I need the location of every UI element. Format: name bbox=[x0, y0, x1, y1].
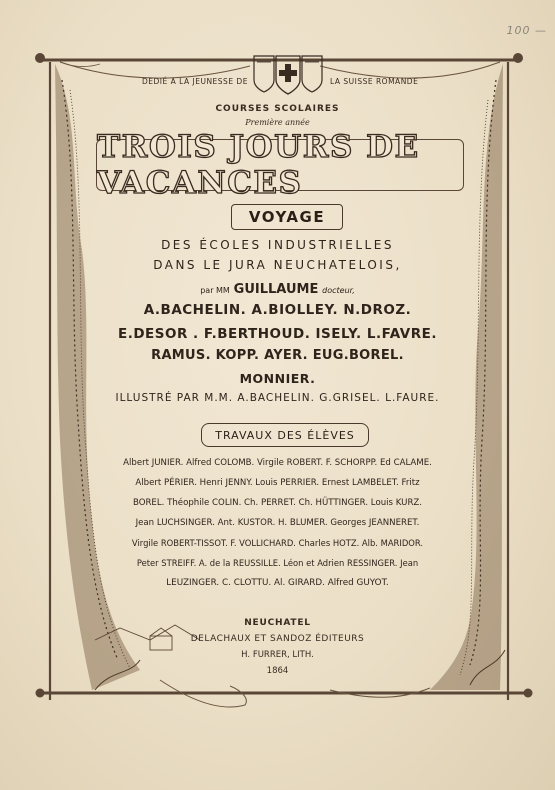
page-title: TROIS JOURS DE VACANCES bbox=[97, 129, 420, 201]
imprint-publisher: DELACHAUX ET SANDOZ ÉDITEURS bbox=[190, 634, 365, 644]
imprint-year: 1864 bbox=[266, 666, 289, 676]
student-line-6: Peter STREIFF. A. de la REUSSILLE. Léon et Adrien RESSINGER. Jean bbox=[136, 558, 419, 568]
dedication-left: DEDIÉ A LA JEUNESSE DE bbox=[142, 77, 248, 86]
student-line-4: Jean LUCHSINGER. Ant. KUSTOR. H. BLUMER. Georges JEANNERET. bbox=[135, 518, 420, 528]
student-line-5: Virgile ROBERT-TISSOT. F. VOLLICHARD. Charles HOTZ. Alb. MARIDOR. bbox=[131, 538, 424, 548]
authors-title: docteur, bbox=[322, 286, 355, 295]
authors-line-5: MONNIER. bbox=[239, 371, 316, 386]
pencil-note: 100 — bbox=[506, 24, 547, 37]
authors-line-1 bbox=[0, 282, 555, 297]
student-line-2: Albert PÉRIER. Henri JENNY. Louis PERRIER. Ernest LAMBELET. Fritz bbox=[135, 478, 420, 488]
swiss-crest-icon bbox=[252, 52, 324, 96]
student-line-1: Albert JUNIER. Alfred COLOMB. Virgile ROBERT. F. SCHORPP. Ed CALAME. bbox=[123, 458, 432, 468]
subtitle-line-1: DES ÉCOLES INDUSTRIELLES bbox=[161, 238, 394, 252]
travaux-label: TRAVAUX DES ÉLÈVES bbox=[201, 423, 369, 447]
series-label: COURSES SCOLAIRES bbox=[215, 104, 340, 114]
voyage-label: VOYAGE bbox=[231, 204, 343, 230]
authors-guillaume: GUILLAUME bbox=[233, 282, 319, 297]
student-line-7: LEUZINGER. C. CLOTTU. Al. GIRARD. Alfred GUYOT. bbox=[166, 578, 389, 588]
authors-line-3: E.DESOR . F.BERTHOUD. ISELY. L.FAVRE. bbox=[117, 326, 437, 342]
title-frame bbox=[96, 129, 464, 201]
authors-intro: par MM bbox=[200, 286, 230, 295]
student-line-3: BOREL. Théophile COLIN. Ch. PERRET. Ch. HÜTTINGER. Louis KURZ. bbox=[132, 498, 423, 508]
illustrators: ILLUSTRÉ PAR M.M. A.BACHELIN. G.GRISEL. L.FAURE. bbox=[115, 392, 440, 404]
authors-line-4: RAMUS. KOPP. AYER. EUG.BOREL. bbox=[151, 348, 404, 363]
edition-label: Première année bbox=[245, 118, 310, 127]
subtitle-line-2: DANS LE JURA NEUCHATELOIS, bbox=[153, 258, 402, 272]
imprint-printer: H. FURRER, LITH. bbox=[241, 650, 314, 660]
authors-line-2: A.BACHELIN. A.BIOLLEY. N.DROZ. bbox=[143, 302, 412, 318]
imprint-city: NEUCHATEL bbox=[244, 618, 311, 628]
dedication-right: LA SUISSE ROMANDE bbox=[330, 77, 419, 86]
